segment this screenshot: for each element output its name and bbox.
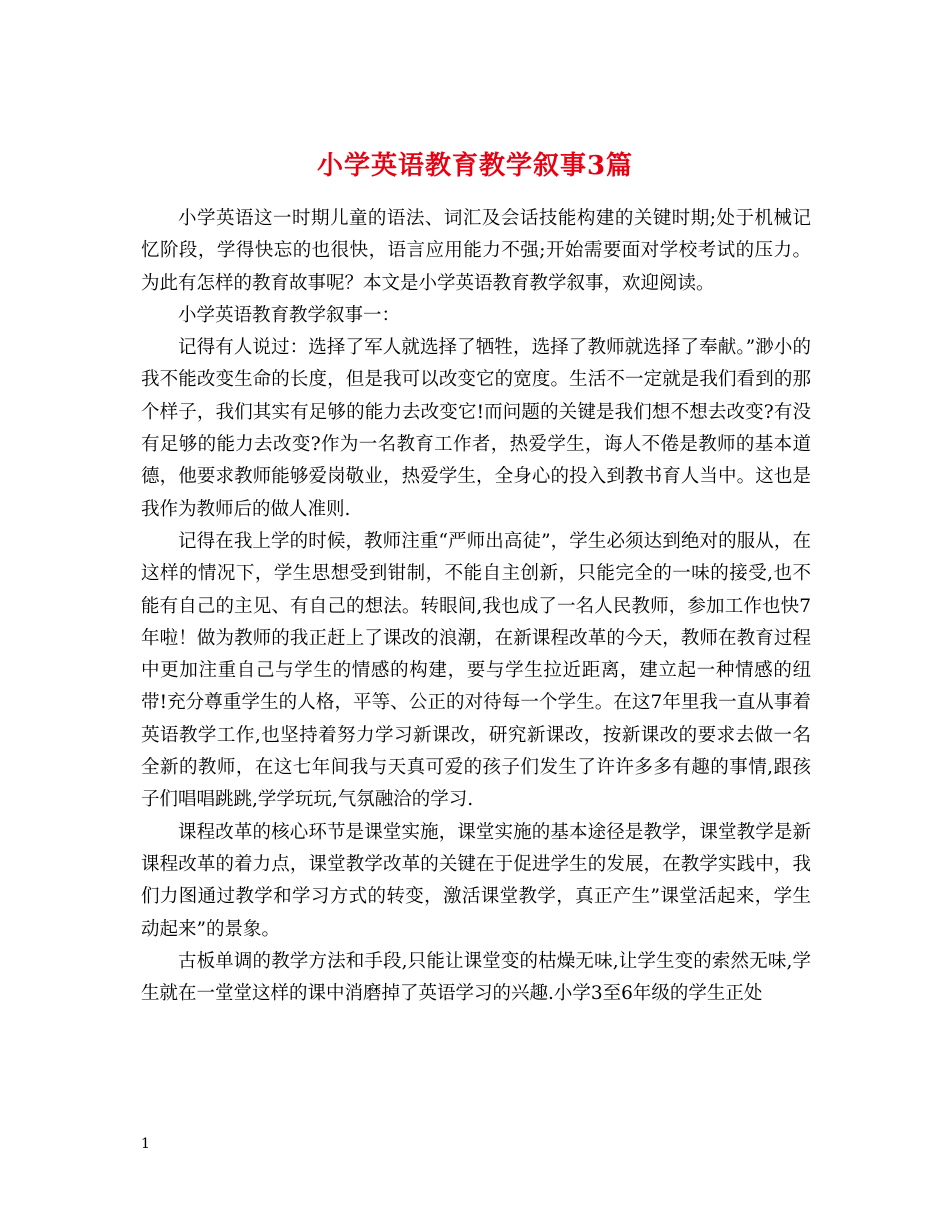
paragraph-1: 记得有人说过：选择了军人就选择了牺牲，选择了教师就选择了奉献。”渺小的我不能改变生命的长度，但是我可以改变它的宽度。生活不一定就是我们看到的那个样子，我们其实有足够的能力去改变它!而问题的关键是我们想不想去改变?有没有足够的能力去改变?作为一名教育工作者，热爱学生，诲人不倦是教师的基本道德，他要求教师能够爱岗敬业，热爱学生，全身心的投入到教书育人当中。这也是我作为教师后的做人准则. [141, 337, 811, 520]
paragraph-intro: 小学英语这一时期儿童的语法、词汇及会话技能构建的关键时期;处于机械记忆阶段，学得快忘的也很快，语言应用能力不强;开始需要面对学校考试的压力。为此有怎样的教育故事呢？本文是小学英语教育教学叙事，欢迎阅读。 [141, 208, 811, 294]
paragraph-section-heading: 小学英语教育教学叙事一： [178, 304, 401, 326]
document-body [141, 203, 811, 1010]
document-title: 小学英语教育教学叙事3篇 [316, 151, 634, 182]
paragraph-3: 课程改革的核心环节是课堂实施，课堂实施的基本途径是教学，课堂教学是新课程改革的着力点，课堂教学改革的关键在于促进学生的发展，在教学实践中，我们力图通过教学和学习方式的转变，激活课堂教学，真正产生”课堂活起来，学生动起来”的景象。 [141, 821, 811, 940]
paragraph-4: 古板单调的教学方法和手段,只能让课堂变的枯燥无味,让学生变的索然无味,学生就在一堂堂这样的课中消磨掉了英语学习的兴趣.小学3至6年级的学生正处 [141, 950, 811, 1005]
paragraph-2: 记得在我上学的时候，教师注重“严师出高徒”，学生必须达到绝对的服从，在这样的情况下，学生思想受到钳制，不能自主创新，只能完全的一味的接受,也不能有自己的主见、有自己的想法。转眼间,我也成了一名人民教师，参加工作也快7年啦！做为教师的我正赶上了课改的浪潮，在新课程改革的今天，教师在教育过程中更加注重自己与学生的情感的构建，要与学生拉近距离，建立起一种情感的纽带!充分尊重学生的人格，平等、公正的对待每一个学生。在这7年里我一直从事着英语教学工作,也坚持着努力学习新课改，研究新课改，按新课改的要求去做一名全新的教师，在这七年间我与天真可爱的孩子们发生了许许多多有趣的事情,跟孩子们唱唱跳跳,学学玩玩,气氛融洽的学习. [141, 530, 811, 811]
page-number: 1 [141, 1136, 150, 1152]
